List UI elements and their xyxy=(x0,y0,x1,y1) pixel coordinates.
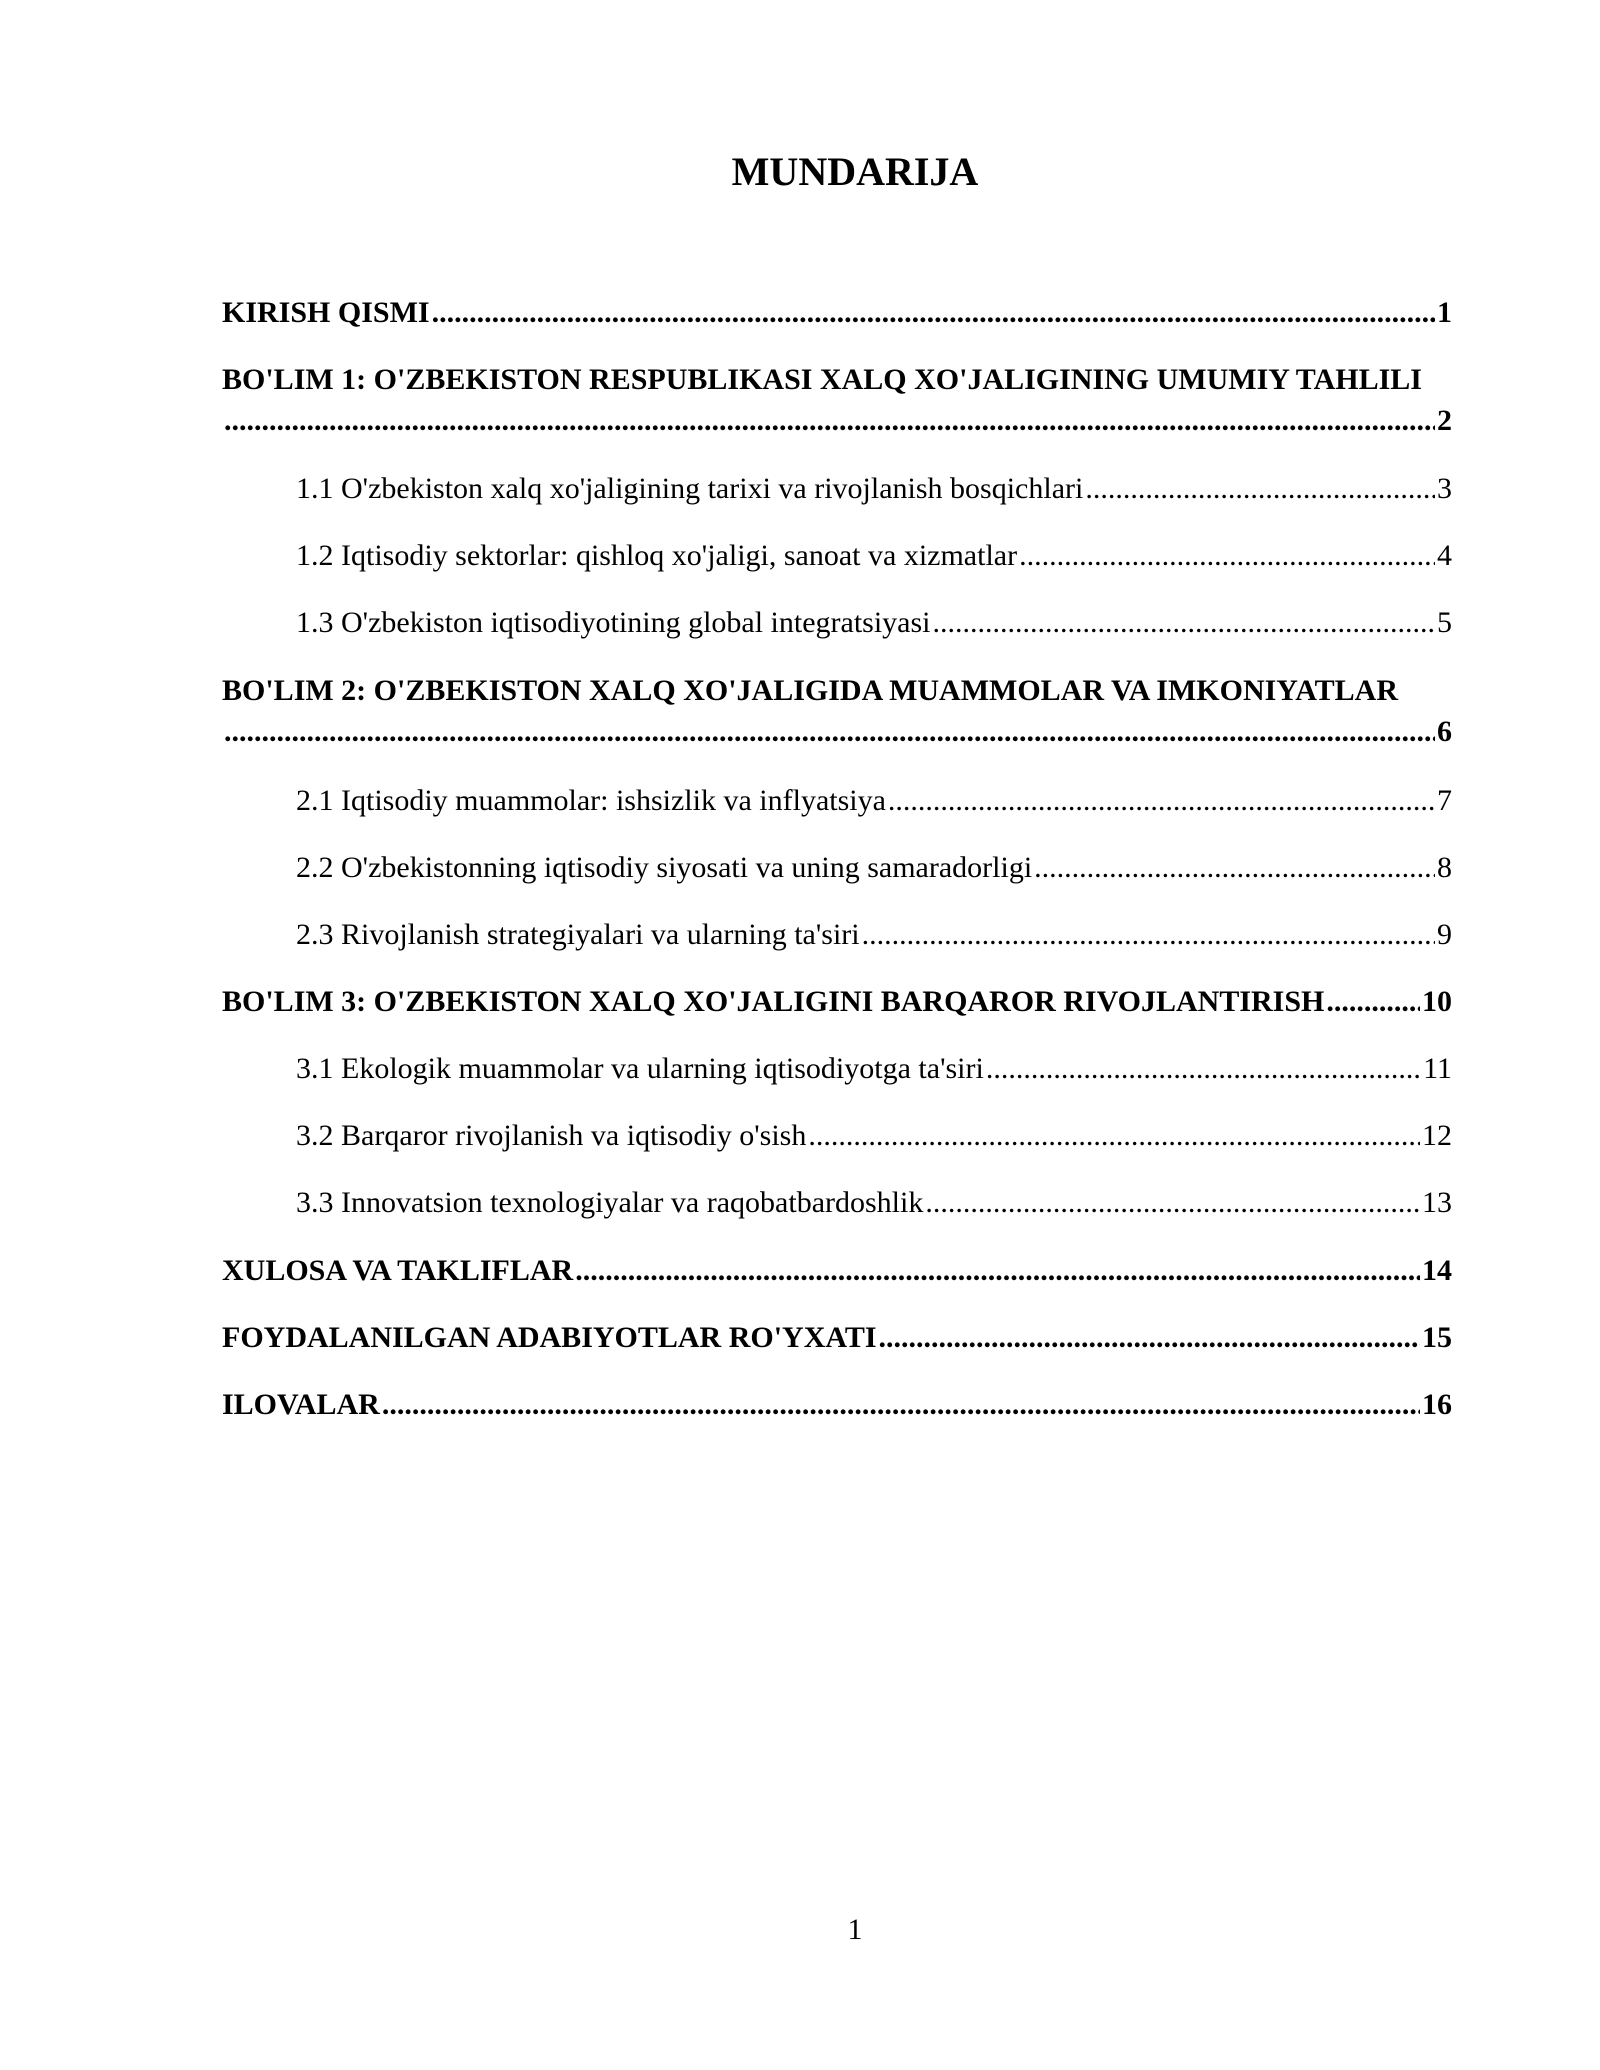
dot-leader xyxy=(888,780,1435,822)
toc-page-number: 6 xyxy=(1437,715,1452,748)
toc-entry-bolim2[interactable] xyxy=(222,711,1452,753)
toc-page-number: 14 xyxy=(1422,1254,1452,1287)
dot-leader xyxy=(575,1250,1420,1292)
dot-leader xyxy=(933,602,1435,644)
dot-leader xyxy=(808,1115,1420,1157)
toc-page-number: 3 xyxy=(1437,472,1452,505)
toc-page-number: 2 xyxy=(1437,404,1452,437)
toc-entry-1-1[interactable] xyxy=(296,468,1452,510)
toc-entry-bolim2-title[interactable]: BO'LIM 2: O'ZBEKISTON XALQ XO'JALIGIDA MUAMMOLAR VA IMKONIYATLAR xyxy=(222,674,1398,707)
toc-entry-label: 1.3 O'zbekiston iqtisodiyotining global integratsiyasi xyxy=(296,606,931,639)
toc-entry-bolim3[interactable] xyxy=(222,981,1452,1023)
dot-leader xyxy=(382,1384,1420,1426)
dot-leader xyxy=(432,292,1435,334)
dot-leader xyxy=(925,1182,1420,1224)
dot-leader xyxy=(862,914,1435,956)
toc-page-number: 4 xyxy=(1437,539,1452,572)
toc-page-number: 12 xyxy=(1422,1119,1452,1152)
toc-page-number: 10 xyxy=(1422,985,1452,1018)
toc-page-number: 7 xyxy=(1437,784,1452,817)
toc-entry-3-2[interactable] xyxy=(296,1115,1452,1157)
toc-page-number: 5 xyxy=(1437,606,1452,639)
toc-entry-2-2[interactable] xyxy=(296,847,1452,889)
toc-page-number: 9 xyxy=(1437,918,1452,951)
toc-page-number: 15 xyxy=(1422,1321,1452,1354)
toc-entry-label: 1.1 O'zbekiston xalq xo'jaligining tarixi va rivojlanish bosqichlari xyxy=(296,472,1084,505)
toc-entry-1-3[interactable] xyxy=(296,602,1452,644)
toc-entry-kirish[interactable] xyxy=(222,292,1452,334)
toc-entry-xulosa[interactable] xyxy=(222,1250,1452,1292)
toc-entry-bolim1[interactable] xyxy=(222,400,1452,442)
toc-entry-label: BO'LIM 3: O'ZBEKISTON XALQ XO'JALIGINI BARQAROR RIVOJLANTIRISH xyxy=(222,985,1325,1018)
page-number: 1 xyxy=(847,1913,863,1946)
toc-entry-label: 2.2 O'zbekistonning iqtisodiy siyosati va uning samaradorligi xyxy=(296,851,1033,884)
toc-page-number: 16 xyxy=(1422,1388,1452,1421)
toc-entry-label: XULOSA VA TAKLIFLAR xyxy=(222,1254,574,1287)
dot-leader xyxy=(879,1317,1420,1359)
dot-leader xyxy=(1034,847,1435,889)
toc-page-number: 8 xyxy=(1437,851,1452,884)
toc-entry-label: 3.3 Innovatsion texnologiyalar va raqobatbardoshlik xyxy=(296,1186,924,1219)
toc-entry-label: FOYDALANILGAN ADABIYOTLAR RO'YXATI xyxy=(222,1321,877,1354)
toc-entry-3-3[interactable] xyxy=(296,1182,1452,1224)
toc-entry-2-1[interactable] xyxy=(296,780,1452,822)
toc-entry-label: ILOVALAR xyxy=(222,1388,380,1421)
toc-entry-1-2[interactable] xyxy=(296,535,1452,577)
toc-entry-adabiyotlar[interactable] xyxy=(222,1317,1452,1359)
toc-page-number: 1 xyxy=(1437,296,1452,329)
dot-leader xyxy=(1326,981,1420,1023)
dot-leader xyxy=(1019,535,1435,577)
toc-entry-label: 1.2 Iqtisodiy sektorlar: qishloq xo'jaligi, sanoat va xizmatlar xyxy=(296,539,1018,572)
toc-entry-label: 3.2 Barqaror rivojlanish va iqtisodiy o'sish xyxy=(296,1119,807,1152)
toc-entry-bolim1-title[interactable]: BO'LIM 1: O'ZBEKISTON RESPUBLIKASI XALQ XO'JALIGINING UMUMIY TAHLILI xyxy=(222,363,1422,396)
page-title: MUNDARIJA xyxy=(731,149,979,194)
dot-leader xyxy=(1085,468,1435,510)
toc-entry-label: 2.3 Rivojlanish strategiyalari va ularning ta'siri xyxy=(296,918,860,951)
toc-page-number: 11 xyxy=(1423,1052,1452,1085)
toc-entry-ilovalar[interactable] xyxy=(222,1384,1452,1426)
toc-entry-label: KIRISH QISMI xyxy=(222,296,430,329)
toc-entry-3-1[interactable] xyxy=(296,1048,1452,1090)
toc-page-number: 13 xyxy=(1422,1186,1452,1219)
toc-entry-label: 3.1 Ekologik muammolar va ularning iqtisodiyotga ta'siri xyxy=(296,1052,984,1085)
dot-leader xyxy=(224,400,1435,442)
dot-leader xyxy=(224,711,1435,753)
toc-entry-2-3[interactable] xyxy=(296,914,1452,956)
toc-entry-label: 2.1 Iqtisodiy muammolar: ishsizlik va inflyatsiya xyxy=(296,784,886,817)
dot-leader xyxy=(986,1048,1421,1090)
